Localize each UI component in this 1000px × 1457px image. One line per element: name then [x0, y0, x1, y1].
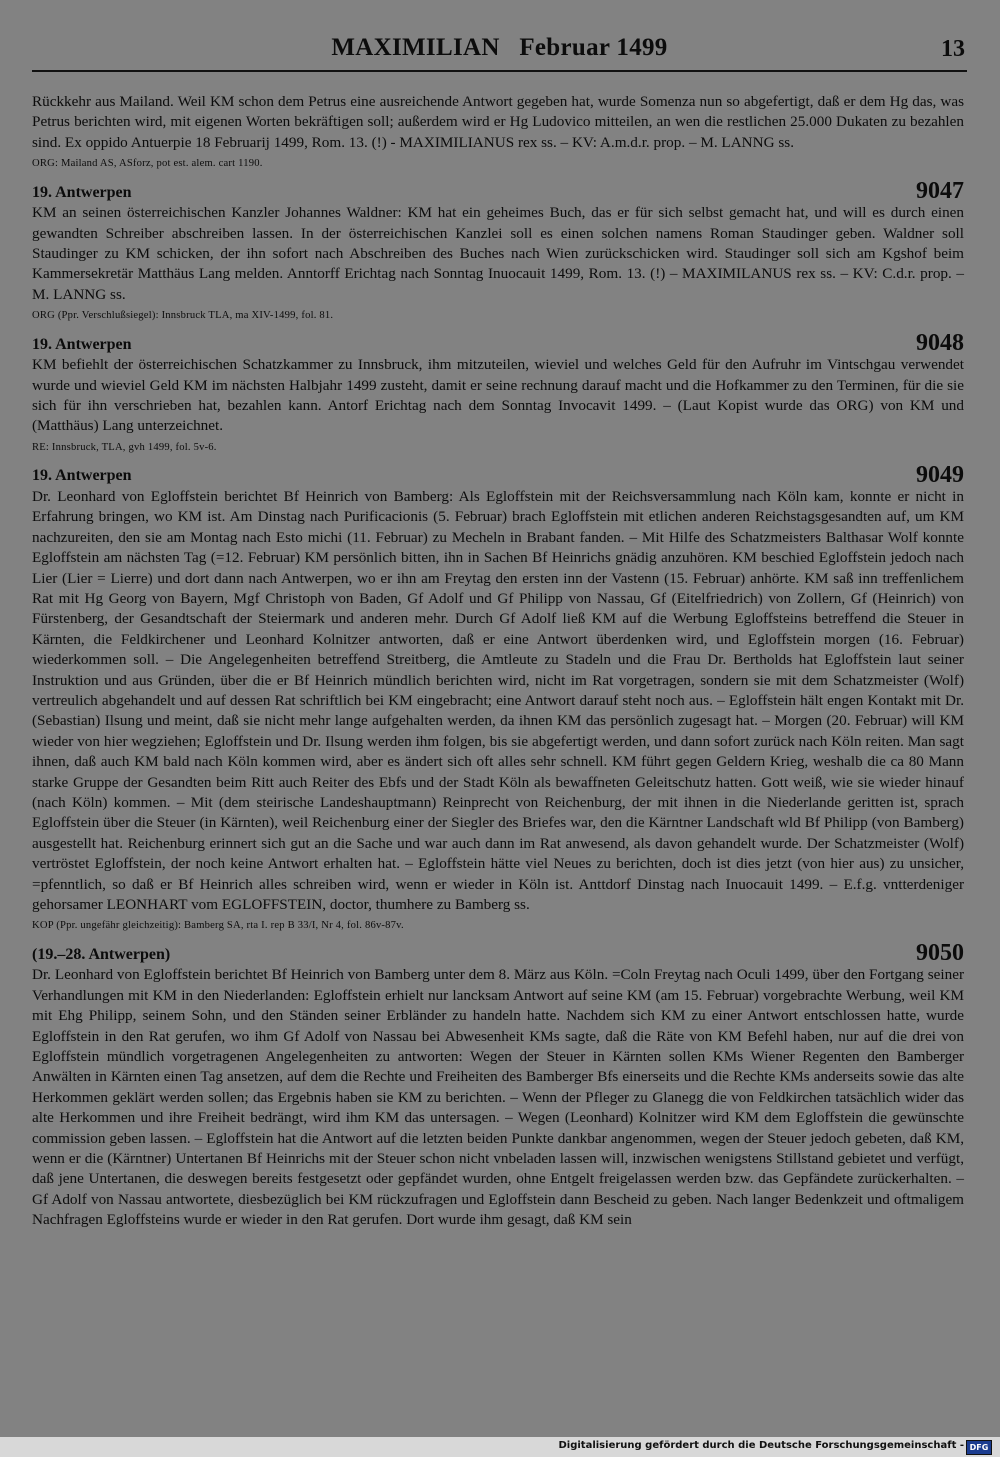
entry-heading — [32, 331, 964, 355]
entry-text: KM befiehlt der österreichischen Schatzkammer zu Innsbruck, ihm mitzuteilen, wieviel und welches Geld für den Aufruhr im Vintschgau verwendet wurde und wieviel Geld KM im nächsten Halbjahr 1499 zusteht, damit er seine rechnung darauf macht und die Hofkammer zu den Terminen, für die sie sich für ihn verschrieben hat, bezahlen kann. Antorf Erichtag nach dem Sonntag Invocavit 1499. – (Laut Kopist wurde das ORG) von KM und (Matthäus) Lang unterzeichnet. — [32, 356, 964, 435]
running-title: MAXIMILIAN Februar 1499 — [331, 34, 668, 61]
entry-continued-source: ORG: Mailand AS, ASforz, pot est. alem. cart 1190. — [32, 158, 263, 170]
header-rule — [32, 70, 967, 72]
entry-9048 — [32, 331, 964, 455]
entry-source: RE: Innsbruck, TLA, gvh 1499, fol. 5v-6. — [32, 441, 217, 453]
entry-date: (19.–28. Antwerpen) — [32, 946, 171, 963]
footer-credit: Digitalisierung gefördert durch die Deutsche Forschungsgemeinschaft - — [558, 1440, 964, 1451]
running-header — [32, 34, 967, 70]
entry-heading — [32, 941, 964, 965]
entry-number: 9048 — [916, 330, 964, 357]
entry-date: 19. Antwerpen — [32, 335, 132, 353]
entry-text: Dr. Leonhard von Egloffstein berichtet Bf Heinrich von Bamberg: Als Egloffstein mit der Reichsversammlung nach Köln kam, konnte er nicht in Erfahrung bringen, wo KM ist. Am Dinstag nach Purificacionis (5. Februar) brach Egloffstein mit etlichen anderen Reichstagsgesandten auf, um KM nachzureiten, den sie am Montag nach Esto michi (11. Februar) zu Mecheln in Brabant fanden. – Mit Hilfe des Schatzmeisters Balthasar Wolf konnte Egloffstein am nächsten Tag (=12. Februar) KM persönlich bitten, ihn in Sachen Bf Heinrichs gnädig anzuhören. KM beschied Egloffstein jedoch nach Lier (Lier = Lierre) und dort dann nach Antwerpen, wo er ihn am Freytag den ersten inn der Vastenn (15. Februar) anhörte. KM saß inn treffenlichem Rat mit Hg Georg von Bayern, Mgf Christoph von Baden, Gf Adolf und Gf Philipp von Nassau, Gf (Eitelfriedrich) von Zollern, Gf (Heinrich) von Fürstenberg, der Gesandtschaft der Steiermark und anderen mehr. Durch Gf Adolf ließ KM auf die Werbung Egloffsteins betreffend die Steuer in Kärnten, die Feldkirchener und Leonhard Kolnitzer antworten, daß er eine Antwort überdenken wird, und Egloffstein morgen (16. Februar) wiederkommen soll. – Die Angelegenheiten betreffend Streitberg, die Amtleute zu Stadeln und die Frau Dr. Bertholds hat Egloffstein laut seiner Instruktion und aus Gründen, über die er Bf Heinrich mündlich berichten wird, nicht im Rat vorgetragen, sondern sie mit dem Schatzmeister (Wolf) vertreulich abgehandelt und auf dessen Rat schriftlich bei KM eingebracht; eine Antwort darauf steht noch aus. – Egloffstein hält engen Kontakt mit Dr. (Sebastian) Ilsung und meint, daß sie nicht mehr lange aufgehalten werden, da ihnen KM das persönlich zugesagt hat. – Morgen (20. Februar) will KM wieder von hier wegziehen; Egloffstein und Dr. Ilsung werden ihm folgen, bis sie abgefertigt werden, und dann sofort zurück nach Köln reiten. Man sagt ihnen, daß auch KM bald nach Köln kommen wird, aber es ändert sich oft alles sehr schnell. KM führt gegen Geldern Krieg, weshalb die ca 80 Mann starke Gruppe der Gesandten beim Ritt auch Reiter des Ebfs und der Stadt Köln als bewaffneten Geleitschutz hatten. Gott weiß, wie sie wieder hinauf (nach Köln) kommen. – Mit (dem steirische Landeshauptmann) Reinprecht von Reichenburg, der mit ihnen in die Niederlande geritten ist, sprach Egloffstein über die Steuer (in Kärnten), weil Reichenburg einer der Siegler des Briefes war, den die Kärntner Landschaft wld Bf Philipp (von Bamberg) ausgestellt hat. Reichenburg erinnert sich gut an die Sache und war auch dann im Rat anwesend, als davon gehandelt wurde. Der Schatzmeister (Wolf) vertröstet Egloffstein, der noch keine Antwort erhalten hat. – Egloffstein hätte viel Neues zu berichten, doch ist dies jetzt (von hier aus) zu unsicher, =pfenntlich, so daß er Bf Heinrich alles schreiben wird, wenn er wieder in Köln ist. Anttdorf Dinstag nach Inuocauit 1499. – E.f.g. vntterdeniger gehorsamer LEONHART vom EGLOFFSTEIN, doctor, thumhere zu Bamberg ss. — [32, 487, 964, 913]
entry-number: 9049 — [916, 461, 964, 488]
page-number: 13 — [941, 36, 965, 62]
entry-date: 19. Antwerpen — [32, 183, 132, 201]
entry-9050 — [32, 941, 964, 1230]
footer-bar — [0, 1437, 1000, 1457]
entry-number: 9047 — [916, 178, 964, 205]
entry-number: 9050 — [916, 940, 964, 967]
entry-9047 — [32, 179, 964, 323]
regesta-content — [32, 92, 964, 1231]
entry-heading — [32, 463, 964, 487]
entry-source: KOP (Ppr. ungefähr gleichzeitig): Bamberg SA, rta I. rep B 33/I, Nr 4, fol. 86v-87v. — [32, 920, 404, 932]
entry-continued-text: Rückkehr aus Mailand. Weil KM schon dem Petrus eine ausreichende Antwort gegeben hat, wurde Somenza nun so abgefertigt, daß er dem Hg das, was Petrus berichten wird, mit eigenen Worten bekräftigen soll; außerdem wird er Hg Ludovico mitteilen, an wen die restlichen 25.000 Dukaten zu bezahlen sind. Ex oppido Antuerpie 18 Februarij 1499, Rom. 13. (!) - MAXIMILIANUS rex ss. – KV: A.m.d.r. prop. – M. LANNG ss. — [32, 93, 964, 151]
entry-date: 19. Antwerpen — [32, 467, 132, 485]
entry-source: ORG (Ppr. Verschlußsiegel): Innsbruck TLA, ma XIV-1499, fol. 81. — [32, 310, 334, 322]
entry-text: Dr. Leonhard von Egloffstein berichtet Bf Heinrich von Bamberg unter dem 8. März aus Köln. =Coln Freytag nach Oculi 1499, über den Fortgang seiner Verhandlungen mit KM in den Niederlanden: Egloffstein erhielt nur lancksam Antwort auf seine KM (am 15. Februar) vorgebrachte Werbung, weil KM mit Ehg Philipp, seinem Sohn, und den Ständen seiner Erbländer zu handeln hatte. Nachdem sich KM zu einer Antwort entschlossen hatte, wurde Egloffstein in den Rat gerufen, wo ihm Gf Adolf von Nassau bei Abwesenheit KMs sagte, daß die Räte von KM Befehl haben, nur auf die drei von Egloffstein mündlich vorgetragenen Angelegenheiten zu antworten: Wegen der Steuer in Kärnten sollen KMs Wiener Regenten den Bamberger Anwälten in Kärnten einen Tag ansetzen, auf dem die Rechte und Freiheiten des Bamberger Bfs einerseits und die Rechte KMs anderseits sowie das alte Herkommen geklärt werden sollen; das Ergebnis haben sie KM zu berichten. – Wenn der Pfleger zu Glanegg die von Feldkirchen tatsächlich wider das alte Herkommen und ihre Freiheit bedrängt, wird ihm KM das untersagen. – Wegen (Leonhard) Kolnitzer wird KM dem Egloffstein die gewünschte commission geben lassen. – Egloffstein hat die Antwort auf die letzten beiden Punkte dankbar angenommen, wegen der Steuer jedoch gebeten, daß KM, wenn er die (Kärntner) Untertanen Bf Heinrichs mit der Steuer schon nicht vnbeladen lassen will, inzwischen wenigstens Stillstand gebietet und verfügt, daß jene Untertanen, die deswegen bereits festgesetzt oder gepfändet wurden, ohne Entgelt freigelassen werden bzw. das Gepfändete zurückerhalten. – Gf Adolf von Nassau antwortete, diesbezüglich bei KM rückzufragen und Egloffstein dann Bescheid zu geben. Nach langer Bedenkzeit und oftmaligem Nachfragen Egloffsteins wurde er wieder in den Rat gerufen. Dort wurde ihm gesagt, daß KM sein — [32, 966, 964, 1229]
entry-heading — [32, 179, 964, 203]
entry-9049 — [32, 463, 964, 934]
dfg-logo-icon: DFG — [966, 1440, 992, 1455]
entry-text: KM an seinen österreichischen Kanzler Johannes Waldner: KM hat ein geheimes Buch, das er für sich selbst gemacht hat, und will es durch einen gewandten Schreiber abschreiben lassen. In der österreichischen Kanzlei soll es einen solchen namens Roman Staudinger geben. Waldner soll Staudinger zu KM schicken, der ihn sofort nach Abschreiben des Buches nach Wien zurückschicken wird. Staudinger soll sich am Kgshof beim Kammersekretär Matthäus Lang melden. Anntorff Erichtag nach Sonntag Inuocauit 1499, Rom. 13. (!) – MAXIMILANUS rex ss. – KV: C.d.r. prop. – M. LANNG ss. — [32, 204, 964, 303]
